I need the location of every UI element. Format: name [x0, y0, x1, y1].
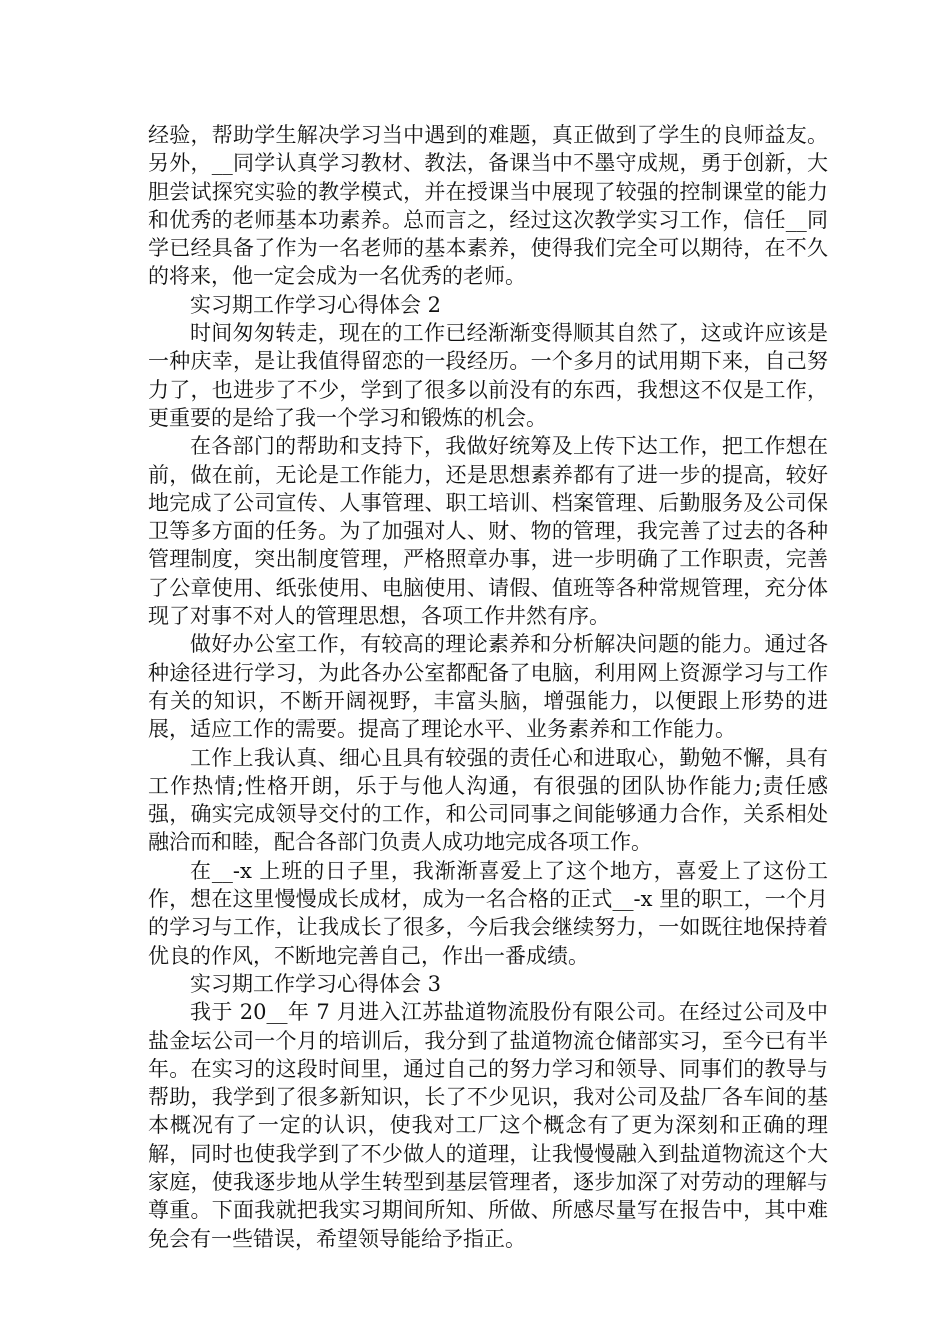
section-heading-3: 实习期工作学习心得体会 3: [190, 971, 442, 996]
paragraph-intro: 经验，帮助学生解决学习当中遇到的难题，真正做到了学生的良师益友。另外，__同学认真学习教材、教法，备课当中不墨守成规，勇于创新，大胆尝试探究实验的教学模式，并在授课当中展现了较强的控制课堂的能力和优秀的老师基本功素养。总而言之，经过这次教学实习工作，信任__同学已经具备了作为一名老师的基本素养，使得我们完全可以期待，在不久的将来，他一定会成为一名优秀的老师。: [148, 123, 828, 289]
paragraph: 工作上我认真、细心且具有较强的责任心和进取心，勤勉不懈，具有工作热情;性格开朗，乐于与他人沟通，有很强的团队协作能力;责任感强，确实完成领导交付的工作，和公司同事之间能够通力合作，关系相处融洽而和睦，配合各部门负责人成功地完成各项工作。: [148, 745, 828, 855]
section-heading-2: 实习期工作学习心得体会 2: [190, 292, 442, 317]
paragraph: 在__-x 上班的日子里，我渐渐喜爱上了这个地方，喜爱上了这份工作，想在这里慢慢成长成材，成为一名合格的正式__-x 里的职工，一个月的学习与工作，让我成长了很多，今后我会继续努力，一如既往地保持着优良的作风，不断地完善自己，作出一番成绩。: [148, 858, 828, 968]
paragraph: 做好办公室工作，有较高的理论素养和分析解决问题的能力。通过各种途径进行学习，为此各办公室都配备了电脑，利用网上资源学习与工作有关的知识，不断开阔视野，丰富头脑，增强能力，以便跟上形势的进展，适应工作的需要。提高了理论水平、业务素养和工作能力。: [148, 632, 828, 742]
document-body: [148, 121, 828, 1253]
paragraph: 在各部门的帮助和支持下，我做好统筹及上传下达工作，把工作想在前，做在前，无论是工作能力，还是思想素养都有了进一步的提高，较好地完成了公司宣传、人事管理、职工培训、档案管理、后勤服务及公司保卫等多方面的任务。为了加强对人、财、物的管理，我完善了过去的各种管理制度，突出制度管理，严格照章办事，进一步明确了工作职责，完善了公章使用、纸张使用、电脑使用、请假、值班等各种常规管理，充分体现了对事不对人的管理思想，各项工作井然有序。: [148, 434, 828, 629]
paragraph: 我于 20__年 7 月进入江苏盐道物流股份有限公司。在经过公司及中盐金坛公司一个月的培训后，我分到了盐道物流仓储部实习，至今已有半年。在实习的这段时间里，通过自己的努力学习和领导、同事们的教导与帮助，我学到了很多新知识，长了不少见识，我对公司及盐厂各车间的基本概况有了一定的认识，使我对工厂这个概念有了更为深刻和正确的理解，同时也使我学到了不少做人的道理，让我慢慢融入到盐道物流这个大家庭，使我逐步地从学生转型到基层管理者，逐步加深了对劳动的理解与尊重。下面我就把我实习期间所知、所做、所感尽量写在报告中，其中难免会有一些错误，希望领导能给予指正。: [148, 1000, 828, 1251]
paragraph: 时间匆匆转走，现在的工作已经渐渐变得顺其自然了，这或许应该是一种庆幸，是让我值得留恋的一段经历。一个多月的试用期下来，自己努力了，也进步了不少，学到了很多以前没有的东西，我想这不仅是工作，更重要的是给了我一个学习和锻炼的机会。: [148, 321, 828, 430]
